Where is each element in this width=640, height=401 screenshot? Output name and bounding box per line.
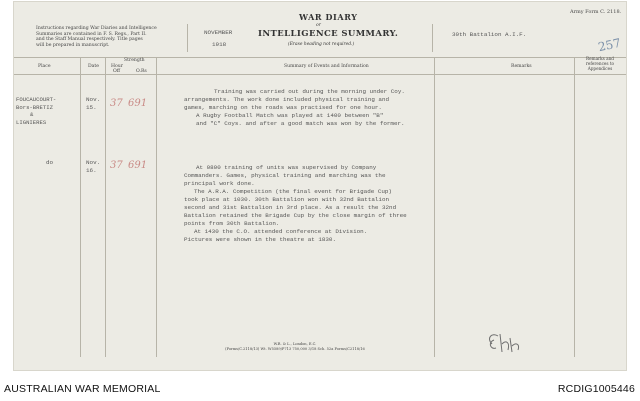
col-summary: Summary of Events and Information bbox=[284, 64, 369, 69]
year-field: 1918 bbox=[212, 41, 227, 48]
summary-line: The A.R.A. Competition (the final event for Brigade Cup) bbox=[194, 188, 392, 195]
summary-line: took place at 1030. 30th Battalion won with 32nd Battalion bbox=[184, 196, 390, 203]
entry-summary bbox=[184, 164, 407, 244]
place-line: do bbox=[46, 159, 54, 166]
signature-mark bbox=[482, 328, 526, 356]
entry-date bbox=[86, 159, 100, 175]
entry-place bbox=[16, 96, 56, 126]
header-divider bbox=[432, 24, 433, 52]
col-hour: Hour bbox=[111, 64, 123, 69]
col-place: Place bbox=[38, 64, 51, 69]
entry-summary bbox=[184, 88, 405, 128]
col-off: Off bbox=[113, 69, 121, 74]
col-remarks: Remarks bbox=[511, 64, 532, 69]
entry-place bbox=[46, 159, 53, 167]
col-rule bbox=[80, 57, 81, 357]
date-line: Nov. bbox=[86, 159, 101, 166]
place-line: & bbox=[30, 111, 34, 118]
instruction-line: and the Staff Manual respectively. Title pages bbox=[36, 37, 143, 43]
army-form-label: Army Form C. 2118. bbox=[570, 9, 622, 15]
col-ors: O.Rs bbox=[136, 69, 147, 74]
summary-line: Pictures were shown in the theatre at 1830. bbox=[184, 236, 337, 243]
col-strength: Strength bbox=[124, 58, 145, 63]
place-line: LIGNIERES bbox=[16, 118, 47, 126]
footer-record-id: RCDIG1005446 bbox=[557, 383, 635, 395]
col-rule bbox=[105, 57, 106, 357]
footer-institution: AUSTRALIAN WAR MEMORIAL bbox=[4, 383, 161, 395]
imprint-line: (Forms/C.2118/13) Wt. W5589/P713 750,000 3/18 Sch. 52a Forms/C2118/16 bbox=[225, 347, 365, 351]
summary-line: games, marching on the roads was practised for one hour. bbox=[184, 104, 382, 111]
strength-other-ranks: 691 bbox=[128, 160, 148, 171]
strength-officers: 37 bbox=[110, 98, 123, 109]
strength-other-ranks: 691 bbox=[128, 98, 148, 109]
instruction-line: Instructions regarding War Diaries and Intelligence bbox=[36, 26, 157, 31]
place-line: FOUCAUCOURT- bbox=[16, 96, 57, 103]
instruction-line: Summaries are contained in F. S. Regs., Part II. bbox=[36, 31, 147, 37]
page-number-stamp: 257 bbox=[596, 35, 623, 55]
summary-line: Training was carried out during the morning under Coy. bbox=[214, 88, 405, 95]
col-references bbox=[576, 57, 624, 71]
month-field: NOVEMBER bbox=[204, 29, 233, 36]
summary-line: At 0800 training of units was supervised by Company bbox=[196, 164, 377, 171]
summary-line: points from 30th Battalion. bbox=[184, 220, 280, 227]
summary-line: A Rugby Football Match was played at 1400 between "B" bbox=[196, 112, 384, 119]
title-intelligence-summary: INTELLIGENCE SUMMARY. bbox=[258, 29, 399, 39]
summary-line: second and 31st Battalion in 3rd place. As a result the 32nd bbox=[184, 204, 397, 211]
summary-line: Battalion retained the Brigade Cup by the close margin of three bbox=[184, 212, 407, 219]
title-note: (Erase heading not required.) bbox=[288, 42, 355, 47]
summary-line: Commanders. Games, physical training and marching was the bbox=[184, 172, 386, 179]
summary-line: and "C" Coys. and after a good match was won by the former. bbox=[196, 120, 405, 127]
instruction-line: will be prepared in manuscript. bbox=[36, 42, 110, 48]
diary-page bbox=[14, 2, 626, 370]
header-divider bbox=[187, 24, 188, 52]
col-date: Date bbox=[88, 64, 99, 69]
instructions-block bbox=[36, 26, 157, 48]
title-or: or bbox=[316, 23, 321, 28]
col-rule bbox=[156, 57, 157, 357]
imprint-line: W.R. & L., London, E.C. bbox=[273, 342, 317, 346]
col-rule bbox=[574, 57, 575, 357]
printer-imprint bbox=[210, 342, 380, 352]
col-rule bbox=[434, 57, 435, 357]
date-line: Nov. bbox=[86, 96, 101, 103]
title-war-diary: WAR DIARY bbox=[299, 12, 358, 22]
summary-line: arrangements. The work done included physical training and bbox=[184, 96, 390, 103]
place-line: Bors-BRETIZ bbox=[16, 103, 53, 111]
col-references-label: Remarks and references to Appendices bbox=[585, 56, 615, 71]
date-line: 16. bbox=[86, 167, 97, 174]
date-line: 15. bbox=[86, 104, 97, 111]
summary-line: At 1430 the C.O. attended conference at Division. bbox=[194, 228, 368, 235]
entry-date bbox=[86, 96, 100, 112]
strength-officers: 37 bbox=[110, 160, 123, 171]
unit-field: 30th Battalion A.I.F. bbox=[452, 31, 527, 38]
summary-line: principal work done. bbox=[184, 180, 255, 187]
